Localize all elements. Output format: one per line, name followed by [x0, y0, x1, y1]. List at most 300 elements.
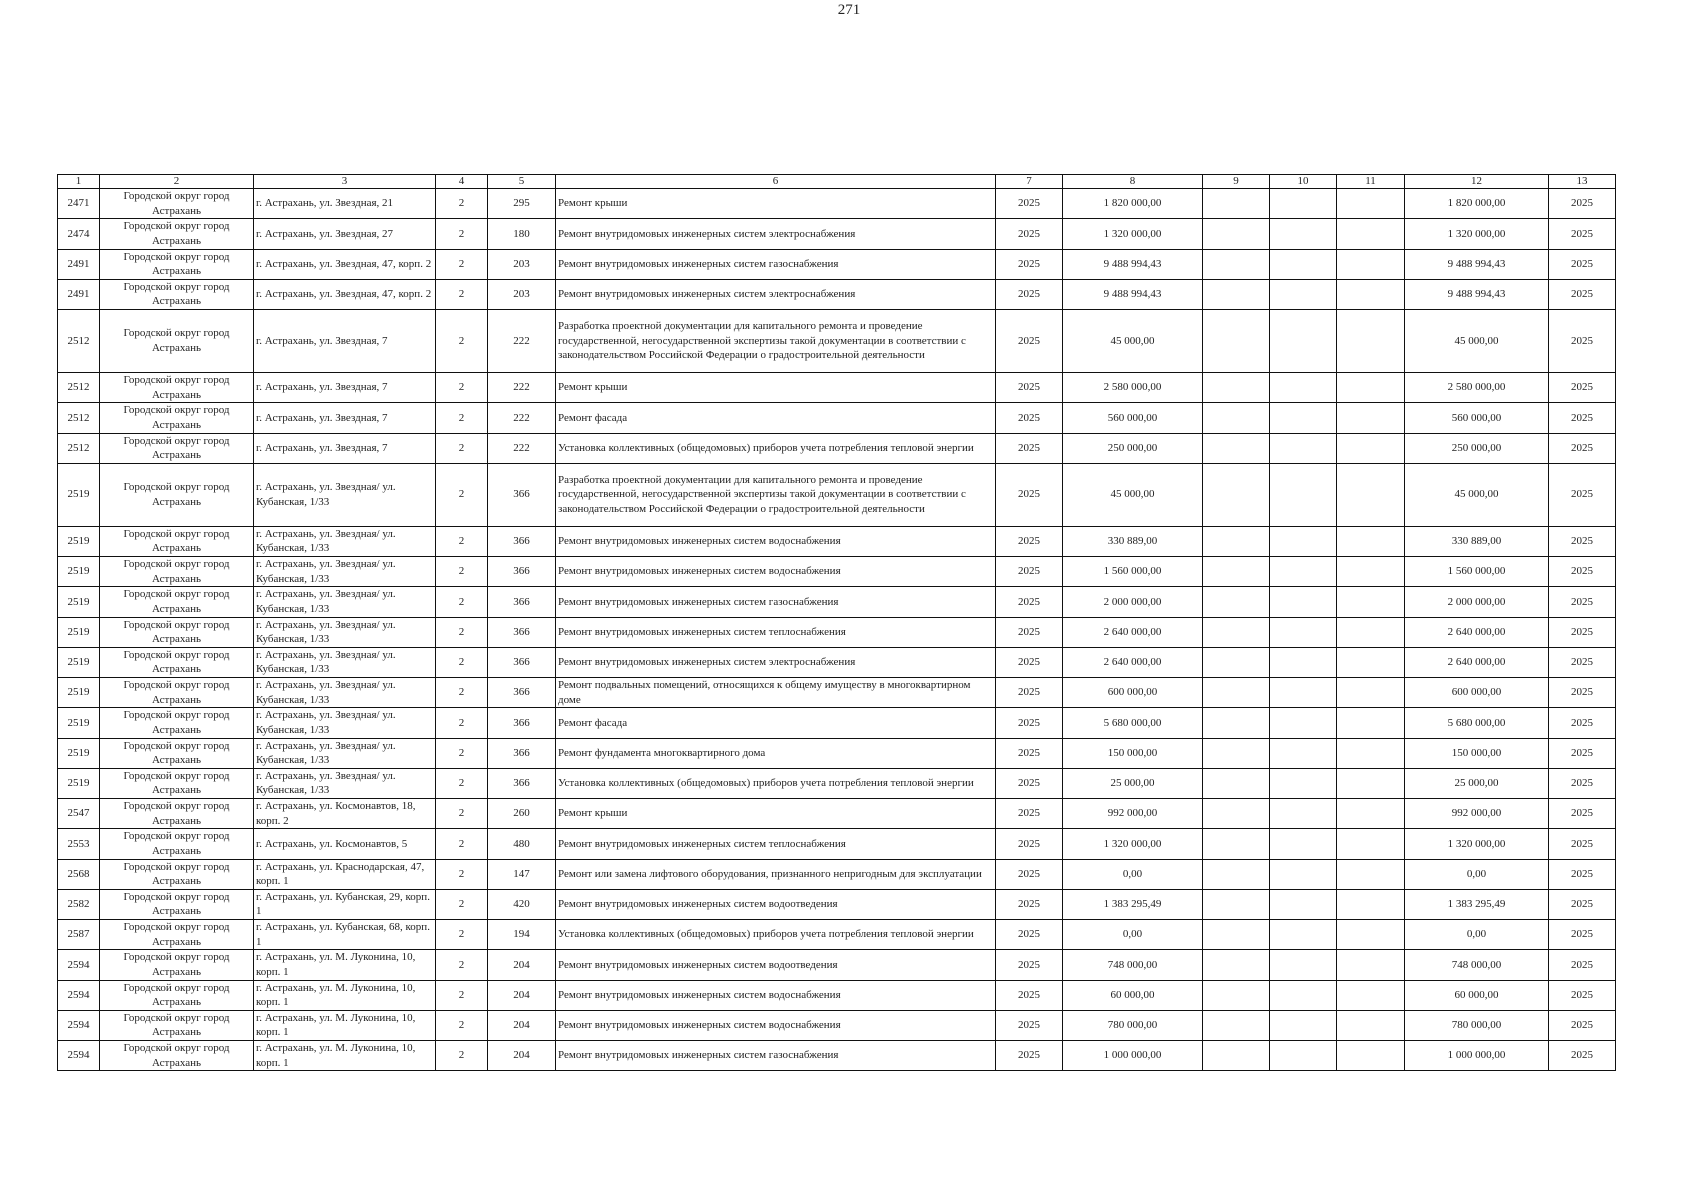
year-cell: 2025: [996, 249, 1063, 279]
municipality-cell: Городской округ город Астрахань: [100, 920, 254, 950]
col-13-cell: 2025: [1549, 310, 1616, 373]
table-row: [58, 310, 1616, 373]
address-cell: г. Астрахань, ул. Звездная, 47, корп. 2: [254, 249, 436, 279]
municipality-cell: Городской округ город Астрахань: [100, 950, 254, 980]
col-4-cell: 2: [436, 678, 488, 708]
col-10-cell: [1270, 189, 1337, 219]
col-5-cell: 204: [488, 1010, 556, 1040]
amount-col-8-cell: 2 640 000,00: [1063, 647, 1203, 677]
col-9-cell: [1203, 768, 1270, 798]
municipality-cell: Городской округ город Астрахань: [100, 1041, 254, 1071]
amount-col-8-cell: 0,00: [1063, 920, 1203, 950]
col-5-cell: 366: [488, 647, 556, 677]
row-id-cell: 2553: [58, 829, 100, 859]
amount-col-12-cell: 1 320 000,00: [1405, 829, 1549, 859]
table-row: [58, 980, 1616, 1010]
year-cell: 2025: [996, 768, 1063, 798]
col-5-cell: 204: [488, 950, 556, 980]
col-11-cell: [1337, 799, 1405, 829]
municipality-cell: Городской округ город Астрахань: [100, 1010, 254, 1040]
work-type-cell: Ремонт фасада: [556, 403, 996, 433]
amount-col-12-cell: 330 889,00: [1405, 526, 1549, 556]
table-row: [58, 219, 1616, 249]
year-cell: 2025: [996, 310, 1063, 373]
amount-col-8-cell: 600 000,00: [1063, 678, 1203, 708]
column-number-11: 11: [1337, 175, 1405, 189]
col-10-cell: [1270, 310, 1337, 373]
amount-col-12-cell: 1 820 000,00: [1405, 189, 1549, 219]
col-11-cell: [1337, 403, 1405, 433]
col-10-cell: [1270, 373, 1337, 403]
col-4-cell: 2: [436, 617, 488, 647]
col-10-cell: [1270, 950, 1337, 980]
address-cell: г. Астрахань, ул. Кубанская, 68, корп. 1: [254, 920, 436, 950]
col-5-cell: 203: [488, 279, 556, 309]
col-11-cell: [1337, 889, 1405, 919]
table-row: [58, 738, 1616, 768]
municipality-cell: Городской округ город Астрахань: [100, 189, 254, 219]
address-cell: г. Астрахань, ул. Звездная/ ул. Кубанская, 1/33: [254, 587, 436, 617]
amount-col-12-cell: 0,00: [1405, 859, 1549, 889]
col-4-cell: 2: [436, 708, 488, 738]
amount-col-8-cell: 60 000,00: [1063, 980, 1203, 1010]
row-id-cell: 2512: [58, 403, 100, 433]
row-id-cell: 2582: [58, 889, 100, 919]
col-9-cell: [1203, 738, 1270, 768]
amount-col-8-cell: 25 000,00: [1063, 768, 1203, 798]
col-11-cell: [1337, 189, 1405, 219]
col-13-cell: 2025: [1549, 1041, 1616, 1071]
row-id-cell: 2519: [58, 738, 100, 768]
col-13-cell: 2025: [1549, 859, 1616, 889]
address-cell: г. Астрахань, ул. Звездная/ ул. Кубанская, 1/33: [254, 708, 436, 738]
amount-col-12-cell: 45 000,00: [1405, 310, 1549, 373]
row-id-cell: 2594: [58, 1041, 100, 1071]
col-13-cell: 2025: [1549, 463, 1616, 526]
col-4-cell: 2: [436, 980, 488, 1010]
municipality-cell: Городской округ город Астрахань: [100, 859, 254, 889]
address-cell: г. Астрахань, ул. Звездная, 27: [254, 219, 436, 249]
col-13-cell: 2025: [1549, 403, 1616, 433]
col-13-cell: 2025: [1549, 889, 1616, 919]
row-id-cell: 2594: [58, 950, 100, 980]
amount-col-12-cell: 5 680 000,00: [1405, 708, 1549, 738]
year-cell: 2025: [996, 859, 1063, 889]
year-cell: 2025: [996, 373, 1063, 403]
work-type-cell: Ремонт внутридомовых инженерных систем газоснабжения: [556, 1041, 996, 1071]
col-5-cell: 180: [488, 219, 556, 249]
col-10-cell: [1270, 617, 1337, 647]
year-cell: 2025: [996, 403, 1063, 433]
col-9-cell: [1203, 708, 1270, 738]
amount-col-12-cell: 25 000,00: [1405, 768, 1549, 798]
address-cell: г. Астрахань, ул. Звездная, 7: [254, 373, 436, 403]
col-11-cell: [1337, 310, 1405, 373]
col-11-cell: [1337, 249, 1405, 279]
col-5-cell: 204: [488, 980, 556, 1010]
col-13-cell: 2025: [1549, 738, 1616, 768]
column-number-5: 5: [488, 175, 556, 189]
col-4-cell: 2: [436, 463, 488, 526]
address-cell: г. Астрахань, ул. Звездная/ ул. Кубанская, 1/33: [254, 557, 436, 587]
address-cell: г. Астрахань, ул. Звездная, 7: [254, 310, 436, 373]
col-10-cell: [1270, 219, 1337, 249]
col-9-cell: [1203, 433, 1270, 463]
amount-col-12-cell: 150 000,00: [1405, 738, 1549, 768]
col-13-cell: 2025: [1549, 708, 1616, 738]
amount-col-8-cell: 1 820 000,00: [1063, 189, 1203, 219]
table-row: [58, 373, 1616, 403]
work-type-cell: Ремонт внутридомовых инженерных систем теплоснабжения: [556, 829, 996, 859]
col-13-cell: 2025: [1549, 980, 1616, 1010]
column-number-12: 12: [1405, 175, 1549, 189]
year-cell: 2025: [996, 587, 1063, 617]
address-cell: г. Астрахань, ул. Кубанская, 29, корп. 1: [254, 889, 436, 919]
year-cell: 2025: [996, 829, 1063, 859]
table-row: [58, 1010, 1616, 1040]
column-number-3: 3: [254, 175, 436, 189]
col-5-cell: 222: [488, 403, 556, 433]
amount-col-8-cell: 5 680 000,00: [1063, 708, 1203, 738]
year-cell: 2025: [996, 279, 1063, 309]
col-10-cell: [1270, 433, 1337, 463]
col-11-cell: [1337, 587, 1405, 617]
year-cell: 2025: [996, 433, 1063, 463]
col-13-cell: 2025: [1549, 678, 1616, 708]
col-10-cell: [1270, 587, 1337, 617]
row-id-cell: 2512: [58, 310, 100, 373]
table-row: [58, 799, 1616, 829]
amount-col-8-cell: 1 000 000,00: [1063, 1041, 1203, 1071]
year-cell: 2025: [996, 950, 1063, 980]
municipality-cell: Городской округ город Астрахань: [100, 463, 254, 526]
col-10-cell: [1270, 980, 1337, 1010]
municipality-cell: Городской округ город Астрахань: [100, 310, 254, 373]
col-13-cell: 2025: [1549, 526, 1616, 556]
address-cell: г. Астрахань, ул. Звездная/ ул. Кубанская, 1/33: [254, 768, 436, 798]
col-9-cell: [1203, 829, 1270, 859]
col-10-cell: [1270, 463, 1337, 526]
row-id-cell: 2519: [58, 587, 100, 617]
amount-col-12-cell: 992 000,00: [1405, 799, 1549, 829]
col-13-cell: 2025: [1549, 587, 1616, 617]
col-10-cell: [1270, 768, 1337, 798]
amount-col-8-cell: 250 000,00: [1063, 433, 1203, 463]
col-11-cell: [1337, 617, 1405, 647]
work-type-cell: Ремонт внутридомовых инженерных систем электроснабжения: [556, 647, 996, 677]
work-type-cell: Ремонт подвальных помещений, относящихся к общему имуществу в многоквартирном доме: [556, 678, 996, 708]
year-cell: 2025: [996, 799, 1063, 829]
table-row: [58, 587, 1616, 617]
year-cell: 2025: [996, 920, 1063, 950]
amount-col-12-cell: 2 580 000,00: [1405, 373, 1549, 403]
col-9-cell: [1203, 920, 1270, 950]
col-9-cell: [1203, 859, 1270, 889]
col-5-cell: 194: [488, 920, 556, 950]
address-cell: г. Астрахань, ул. Звездная/ ул. Кубанская, 1/33: [254, 526, 436, 556]
col-4-cell: 2: [436, 829, 488, 859]
year-cell: 2025: [996, 738, 1063, 768]
col-13-cell: 2025: [1549, 279, 1616, 309]
col-13-cell: 2025: [1549, 189, 1616, 219]
municipality-cell: Городской округ город Астрахань: [100, 249, 254, 279]
col-11-cell: [1337, 950, 1405, 980]
col-4-cell: 2: [436, 587, 488, 617]
col-11-cell: [1337, 829, 1405, 859]
col-9-cell: [1203, 279, 1270, 309]
amount-col-12-cell: 560 000,00: [1405, 403, 1549, 433]
col-11-cell: [1337, 980, 1405, 1010]
col-9-cell: [1203, 526, 1270, 556]
amount-col-12-cell: 1 320 000,00: [1405, 219, 1549, 249]
work-type-cell: Ремонт внутридомовых инженерных систем водоснабжения: [556, 526, 996, 556]
col-11-cell: [1337, 768, 1405, 798]
municipality-cell: Городской округ город Астрахань: [100, 587, 254, 617]
col-13-cell: 2025: [1549, 799, 1616, 829]
table-row: [58, 526, 1616, 556]
col-4-cell: 2: [436, 768, 488, 798]
amount-col-12-cell: 748 000,00: [1405, 950, 1549, 980]
municipality-cell: Городской округ город Астрахань: [100, 279, 254, 309]
col-9-cell: [1203, 189, 1270, 219]
col-4-cell: 2: [436, 189, 488, 219]
page-number: 271: [837, 2, 861, 18]
row-id-cell: 2594: [58, 1010, 100, 1040]
amount-col-8-cell: 992 000,00: [1063, 799, 1203, 829]
col-4-cell: 2: [436, 433, 488, 463]
col-5-cell: 366: [488, 617, 556, 647]
row-id-cell: 2519: [58, 708, 100, 738]
row-id-cell: 2512: [58, 433, 100, 463]
row-id-cell: 2519: [58, 768, 100, 798]
municipality-cell: Городской округ город Астрахань: [100, 799, 254, 829]
work-type-cell: Ремонт внутридомовых инженерных систем водоотведения: [556, 889, 996, 919]
row-id-cell: 2519: [58, 617, 100, 647]
municipality-cell: Городской округ город Астрахань: [100, 829, 254, 859]
col-11-cell: [1337, 1041, 1405, 1071]
amount-col-8-cell: 2 640 000,00: [1063, 617, 1203, 647]
address-cell: г. Астрахань, ул. Звездная/ ул. Кубанская, 1/33: [254, 738, 436, 768]
col-11-cell: [1337, 557, 1405, 587]
col-10-cell: [1270, 738, 1337, 768]
table-row: [58, 1041, 1616, 1071]
year-cell: 2025: [996, 1010, 1063, 1040]
municipality-cell: Городской округ город Астрахань: [100, 557, 254, 587]
amount-col-12-cell: 9 488 994,43: [1405, 249, 1549, 279]
year-cell: 2025: [996, 219, 1063, 249]
col-9-cell: [1203, 403, 1270, 433]
work-type-cell: Установка коллективных (общедомовых) приборов учета потребления тепловой энергии: [556, 433, 996, 463]
municipality-cell: Городской округ город Астрахань: [100, 373, 254, 403]
address-cell: г. Астрахань, ул. Звездная/ ул. Кубанская, 1/33: [254, 678, 436, 708]
amount-col-12-cell: 780 000,00: [1405, 1010, 1549, 1040]
col-9-cell: [1203, 249, 1270, 279]
municipality-cell: Городской округ город Астрахань: [100, 526, 254, 556]
col-13-cell: 2025: [1549, 617, 1616, 647]
col-5-cell: 480: [488, 829, 556, 859]
col-4-cell: 2: [436, 526, 488, 556]
row-id-cell: 2474: [58, 219, 100, 249]
col-5-cell: 366: [488, 587, 556, 617]
row-id-cell: 2519: [58, 463, 100, 526]
amount-col-12-cell: 600 000,00: [1405, 678, 1549, 708]
col-10-cell: [1270, 859, 1337, 889]
work-type-cell: Ремонт крыши: [556, 189, 996, 219]
col-10-cell: [1270, 526, 1337, 556]
table-row: [58, 433, 1616, 463]
work-type-cell: Ремонт внутридомовых инженерных систем теплоснабжения: [556, 617, 996, 647]
col-4-cell: 2: [436, 279, 488, 309]
address-cell: г. Астрахань, ул. Звездная/ ул. Кубанская, 1/33: [254, 617, 436, 647]
work-type-cell: Разработка проектной документации для капитального ремонта и проведение государственной, негосударственной экспертизы такой документации в соответствии с законодательством Российской Федерации о градостроительной деятельности: [556, 463, 996, 526]
address-cell: г. Астрахань, ул. Звездная/ ул. Кубанская, 1/33: [254, 463, 436, 526]
col-13-cell: 2025: [1549, 557, 1616, 587]
work-type-cell: Ремонт фасада: [556, 708, 996, 738]
col-10-cell: [1270, 279, 1337, 309]
col-9-cell: [1203, 310, 1270, 373]
col-5-cell: 222: [488, 310, 556, 373]
year-cell: 2025: [996, 708, 1063, 738]
column-number-8: 8: [1063, 175, 1203, 189]
amount-col-8-cell: 9 488 994,43: [1063, 279, 1203, 309]
amount-col-8-cell: 2 580 000,00: [1063, 373, 1203, 403]
col-11-cell: [1337, 647, 1405, 677]
row-id-cell: 2568: [58, 859, 100, 889]
amount-col-8-cell: 45 000,00: [1063, 463, 1203, 526]
table-row: [58, 463, 1616, 526]
table-row: [58, 859, 1616, 889]
work-type-cell: Ремонт внутридомовых инженерных систем водоснабжения: [556, 1010, 996, 1040]
work-type-cell: Разработка проектной документации для капитального ремонта и проведение государственной, негосударственной экспертизы такой документации в соответствии с законодательством Российской Федерации о градостроительной деятельности: [556, 310, 996, 373]
municipality-cell: Городской округ город Астрахань: [100, 403, 254, 433]
address-cell: г. Астрахань, ул. Космонавтов, 18, корп. 2: [254, 799, 436, 829]
amount-col-8-cell: 1 383 295,49: [1063, 889, 1203, 919]
year-cell: 2025: [996, 647, 1063, 677]
column-number-6: 6: [556, 175, 996, 189]
col-5-cell: 204: [488, 1041, 556, 1071]
col-5-cell: 366: [488, 463, 556, 526]
table-row: [58, 249, 1616, 279]
col-10-cell: [1270, 920, 1337, 950]
amount-col-12-cell: 1 560 000,00: [1405, 557, 1549, 587]
amount-col-12-cell: 60 000,00: [1405, 980, 1549, 1010]
column-number-1: 1: [58, 175, 100, 189]
address-cell: г. Астрахань, ул. М. Луконина, 10, корп. 1: [254, 1010, 436, 1040]
col-10-cell: [1270, 557, 1337, 587]
col-9-cell: [1203, 1041, 1270, 1071]
row-id-cell: 2519: [58, 557, 100, 587]
col-9-cell: [1203, 219, 1270, 249]
municipality-cell: Городской округ город Астрахань: [100, 433, 254, 463]
table-row: [58, 708, 1616, 738]
col-9-cell: [1203, 647, 1270, 677]
amount-col-12-cell: 1 383 295,49: [1405, 889, 1549, 919]
address-cell: г. Астрахань, ул. М. Луконина, 10, корп. 1: [254, 1041, 436, 1071]
column-number-4: 4: [436, 175, 488, 189]
amount-col-12-cell: 250 000,00: [1405, 433, 1549, 463]
col-11-cell: [1337, 279, 1405, 309]
col-10-cell: [1270, 249, 1337, 279]
col-13-cell: 2025: [1549, 249, 1616, 279]
work-type-cell: Ремонт внутридомовых инженерных систем газоснабжения: [556, 587, 996, 617]
col-4-cell: 2: [436, 1010, 488, 1040]
col-11-cell: [1337, 373, 1405, 403]
row-id-cell: 2594: [58, 980, 100, 1010]
municipality-cell: Городской округ город Астрахань: [100, 647, 254, 677]
year-cell: 2025: [996, 889, 1063, 919]
municipality-cell: Городской округ город Астрахань: [100, 708, 254, 738]
amount-col-8-cell: 0,00: [1063, 859, 1203, 889]
row-id-cell: 2587: [58, 920, 100, 950]
municipality-cell: Городской округ город Астрахань: [100, 980, 254, 1010]
col-5-cell: 366: [488, 526, 556, 556]
col-13-cell: 2025: [1549, 433, 1616, 463]
table-body: [58, 189, 1616, 1071]
amount-col-12-cell: 1 000 000,00: [1405, 1041, 1549, 1071]
address-cell: г. Астрахань, ул. Звездная/ ул. Кубанская, 1/33: [254, 647, 436, 677]
col-11-cell: [1337, 678, 1405, 708]
amount-col-8-cell: 1 320 000,00: [1063, 219, 1203, 249]
col-10-cell: [1270, 889, 1337, 919]
table-row: [58, 557, 1616, 587]
row-id-cell: 2491: [58, 279, 100, 309]
year-cell: 2025: [996, 189, 1063, 219]
col-10-cell: [1270, 647, 1337, 677]
table-row: [58, 403, 1616, 433]
col-9-cell: [1203, 980, 1270, 1010]
col-5-cell: 366: [488, 738, 556, 768]
col-13-cell: 2025: [1549, 950, 1616, 980]
col-5-cell: 203: [488, 249, 556, 279]
table-row: [58, 829, 1616, 859]
address-cell: г. Астрахань, ул. Звездная, 7: [254, 433, 436, 463]
col-4-cell: 2: [436, 738, 488, 768]
municipality-cell: Городской округ город Астрахань: [100, 219, 254, 249]
amount-col-8-cell: 748 000,00: [1063, 950, 1203, 980]
table-row: [58, 617, 1616, 647]
col-11-cell: [1337, 859, 1405, 889]
col-11-cell: [1337, 708, 1405, 738]
amount-col-8-cell: 560 000,00: [1063, 403, 1203, 433]
row-id-cell: 2471: [58, 189, 100, 219]
municipality-cell: Городской округ город Астрахань: [100, 617, 254, 647]
amount-col-8-cell: 330 889,00: [1063, 526, 1203, 556]
col-4-cell: 2: [436, 920, 488, 950]
year-cell: 2025: [996, 1041, 1063, 1071]
col-4-cell: 2: [436, 950, 488, 980]
work-type-cell: Ремонт крыши: [556, 799, 996, 829]
col-11-cell: [1337, 1010, 1405, 1040]
col-11-cell: [1337, 463, 1405, 526]
col-5-cell: 420: [488, 889, 556, 919]
column-number-2: 2: [100, 175, 254, 189]
municipality-cell: Городской округ город Астрахань: [100, 889, 254, 919]
table-row: [58, 678, 1616, 708]
col-11-cell: [1337, 219, 1405, 249]
col-11-cell: [1337, 433, 1405, 463]
col-4-cell: 2: [436, 889, 488, 919]
address-cell: г. Астрахань, ул. Космонавтов, 5: [254, 829, 436, 859]
amount-col-8-cell: 9 488 994,43: [1063, 249, 1203, 279]
row-id-cell: 2491: [58, 249, 100, 279]
table-row: [58, 889, 1616, 919]
amount-col-12-cell: 2 000 000,00: [1405, 587, 1549, 617]
table-row: [58, 647, 1616, 677]
col-4-cell: 2: [436, 310, 488, 373]
col-4-cell: 2: [436, 1041, 488, 1071]
amount-col-12-cell: 45 000,00: [1405, 463, 1549, 526]
col-4-cell: 2: [436, 373, 488, 403]
